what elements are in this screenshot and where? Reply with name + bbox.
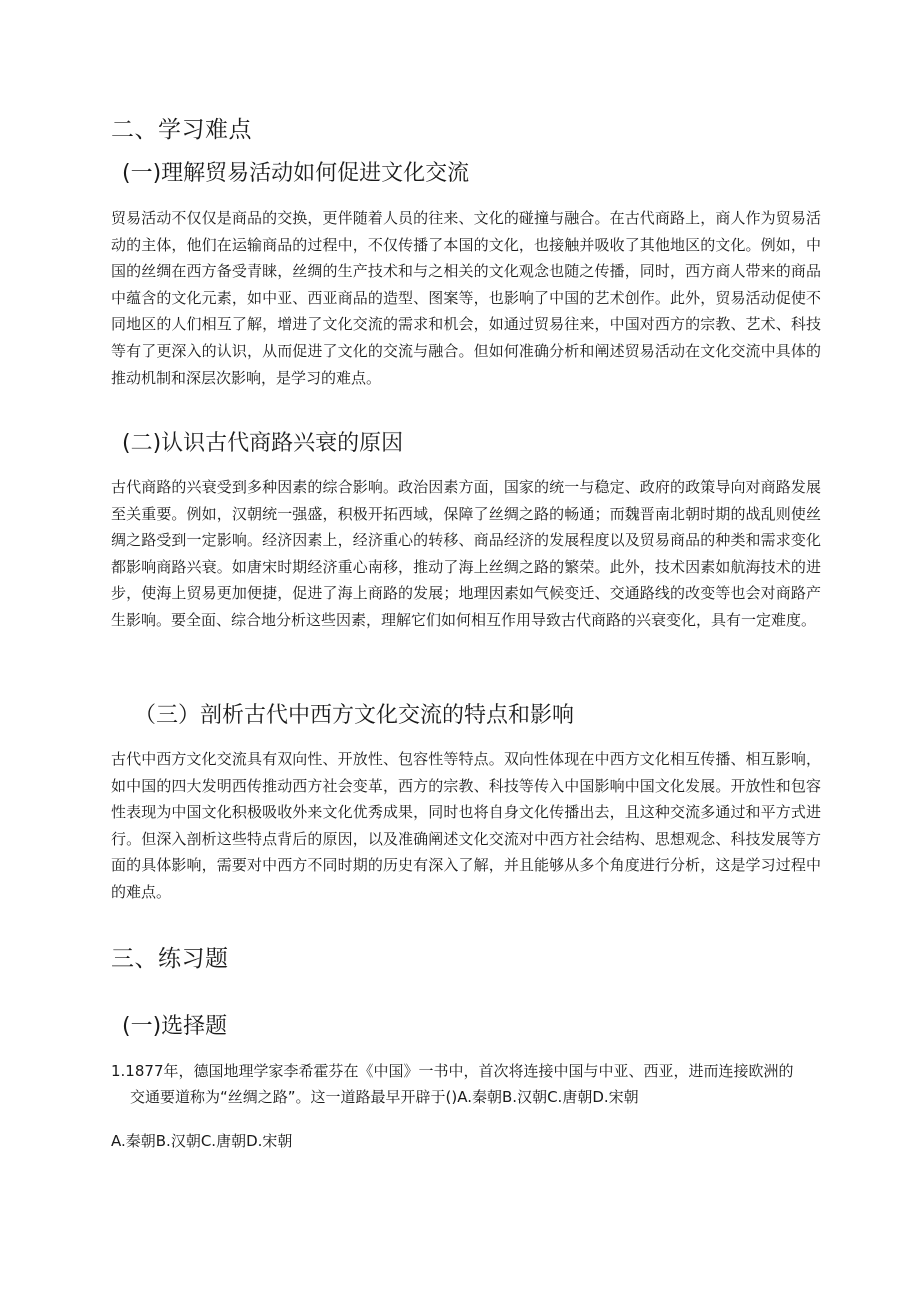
paragraph-east-west-exchange: 古代中西方文化交流具有双向性、开放性、包容性等特点。双向性体现在中西方文化相互传播、相互影响，如中国的四大发明西传推动西方社会变革，西方的宗教、科技等传入中国影响中国文化发展。开放性和包容性表现为中国文化积极吸收外来文化优秀成果，同时也将自身文化传播出去，且这种交流多通过和平方式进行。但深入剖析这些特点背后的原因，以及准确阐述文化交流对中西方社会结构、思想观念、科技发展等方面的具体影响，需要对中西方不同时期的历史有深入了解，并且能够从多个角度进行分析，这是学习过程中的难点。 [111,750,821,901]
question-1 [111,1058,823,1110]
subsection-heading-multiple-choice: (一)选择题 [122,1014,228,1039]
paragraph-trade-culture: 贸易活动不仅仅是商品的交换，更伴随着人员的往来、文化的碰撞与融合。在古代商路上，商人作为贸易活动的主体，他们在运输商品的过程中，不仅传播了本国的文化，也接触并吸收了其他地区的文化。例如，中国的丝绸在西方备受青睐，丝绸的生产技术和与之相关的文化观念也随之传播，同时，西方商人带来的商品中蕴含的文化元素，如中亚、西亚商品的造型、图案等，也影响了中国的艺术创作。此外，贸易活动促使不同地区的人们相互了解，增进了文化交流的需求和机会，如通过贸易往来，中国对西方的宗教、艺术、科技等有了更深入的认识，从而促进了文化的交流与融合。但如何准确分析和阐述贸易活动在文化交流中具体的推动机制和深层次影响，是学习的难点。 [111,209,821,387]
subsection-heading-east-west-exchange: （三）剖析古代中西方文化交流的特点和影响 [134,703,575,728]
question-1-line-1: 1.1877年，德国地理学家李希霍芬在《中国》一书中，首次将连接中国与中亚、西亚，进而连接欧洲的 [111,1062,794,1080]
paragraph-trade-routes: 古代商路的兴衰受到多种因素的综合影响。政治因素方面，国家的统一与稳定、政府的政策导向对商路发展至关重要。例如，汉朝统一强盛，积极开拓西域，保障了丝绸之路的畅通；而魏晋南北朝时期的战乱则使丝绸之路受到一定影响。经济因素上，经济重心的转移、商品经济的发展程度以及贸易商品的种类和需求变化都影响商路兴衰。如唐宋时期经济重心南移，推动了海上丝绸之路的繁荣。此外，技术因素如航海技术的进步，使海上贸易更加便捷，促进了海上商路的发展；地理因素如气候变迁、交通路线的改变等也会对商路产生影响。要全面、综合地分析这些因素，理解它们如何相互作用导致古代商路的兴衰变化，具有一定难度。 [111,478,821,629]
subsection-heading-trade-culture: (一)理解贸易活动如何促进文化交流 [122,161,470,186]
question-1-line-2: 交通要道称为“丝绸之路”。这一道路最早开辟于()A.秦朝B.汉朝C.唐朝D.宋朝 [130,1088,639,1106]
section-heading-exercises: 三、练习题 [111,946,229,972]
subsection-heading-trade-routes: (二)认识古代商路兴衰的原因 [122,431,404,456]
question-1-options: A.秦朝B.汉朝C.唐朝D.宋朝 [111,1132,293,1150]
section-heading-difficulties: 二、学习难点 [111,117,252,143]
